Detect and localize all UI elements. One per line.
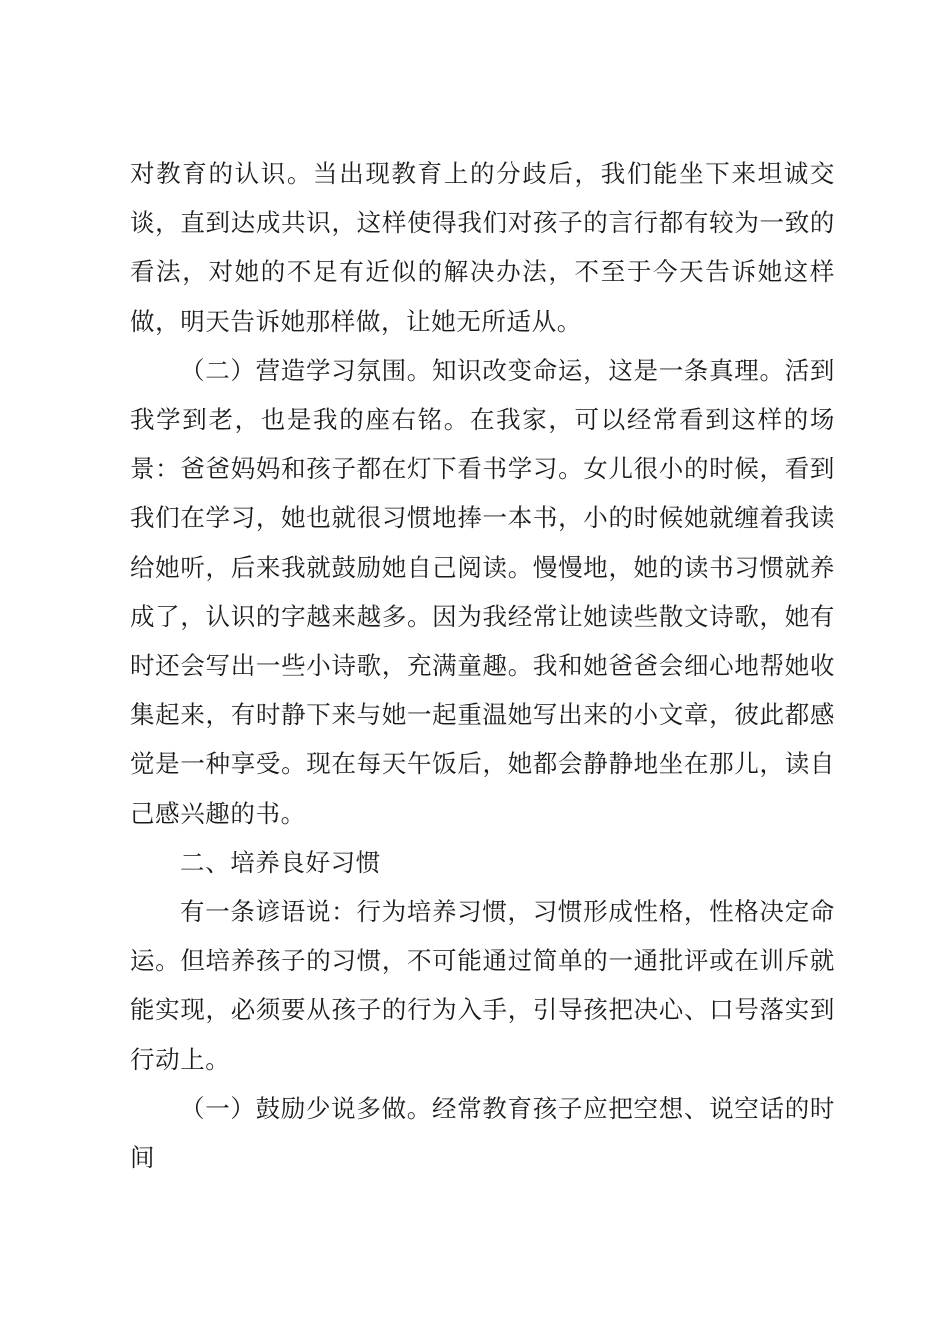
paragraph-1: 对教育的认识。当出现教育上的分歧后，我们能坐下来坦诚交谈，直到达成共识，这样使得我们对孩子的言行都有较为一致的看法，对她的不足有近似的解决办法，不至于今天告诉她这样做，明天告诉她那样做，让她无所适从。 — [130, 159, 835, 336]
paragraph-2: （二）营造学习氛围。知识改变命运，这是一条真理。活到我学到老，也是我的座右铭。在我家，可以经常看到这样的场景：爸爸妈妈和孩子都在灯下看书学习。女儿很小的时候，看到我们在学习，她也就很习惯地捧一本书，小的时候她就缠着我读给她听，后来我就鼓励她自己阅读。慢慢地，她的读书习惯就养成了，认识的字越来越多。因为我经常让她读些散文诗歌，她有时还会写出一些小诗歌，充满童趣。我和她爸爸会细心地帮她收集起来，有时静下来与她一起重温她写出来的小文章，彼此都感觉是一种享受。现在每天午饭后，她都会静静地坐在那儿，读自己感兴趣的书。 — [130, 355, 835, 828]
document-body — [130, 149, 835, 1182]
section-heading: 二、培养良好习惯 — [180, 847, 381, 877]
paragraph-4: （一）鼓励少说多做。经常教育孩子应把空想、说空话的时间 — [130, 1093, 835, 1173]
paragraph-3: 有一条谚语说：行为培养习惯，习惯形成性格，性格决定命运。但培养孩子的习惯，不可能通过简单的一通批评或在训斥就能实现，必须要从孩子的行为入手，引导孩把决心、口号落实到行动上。 — [130, 897, 835, 1074]
